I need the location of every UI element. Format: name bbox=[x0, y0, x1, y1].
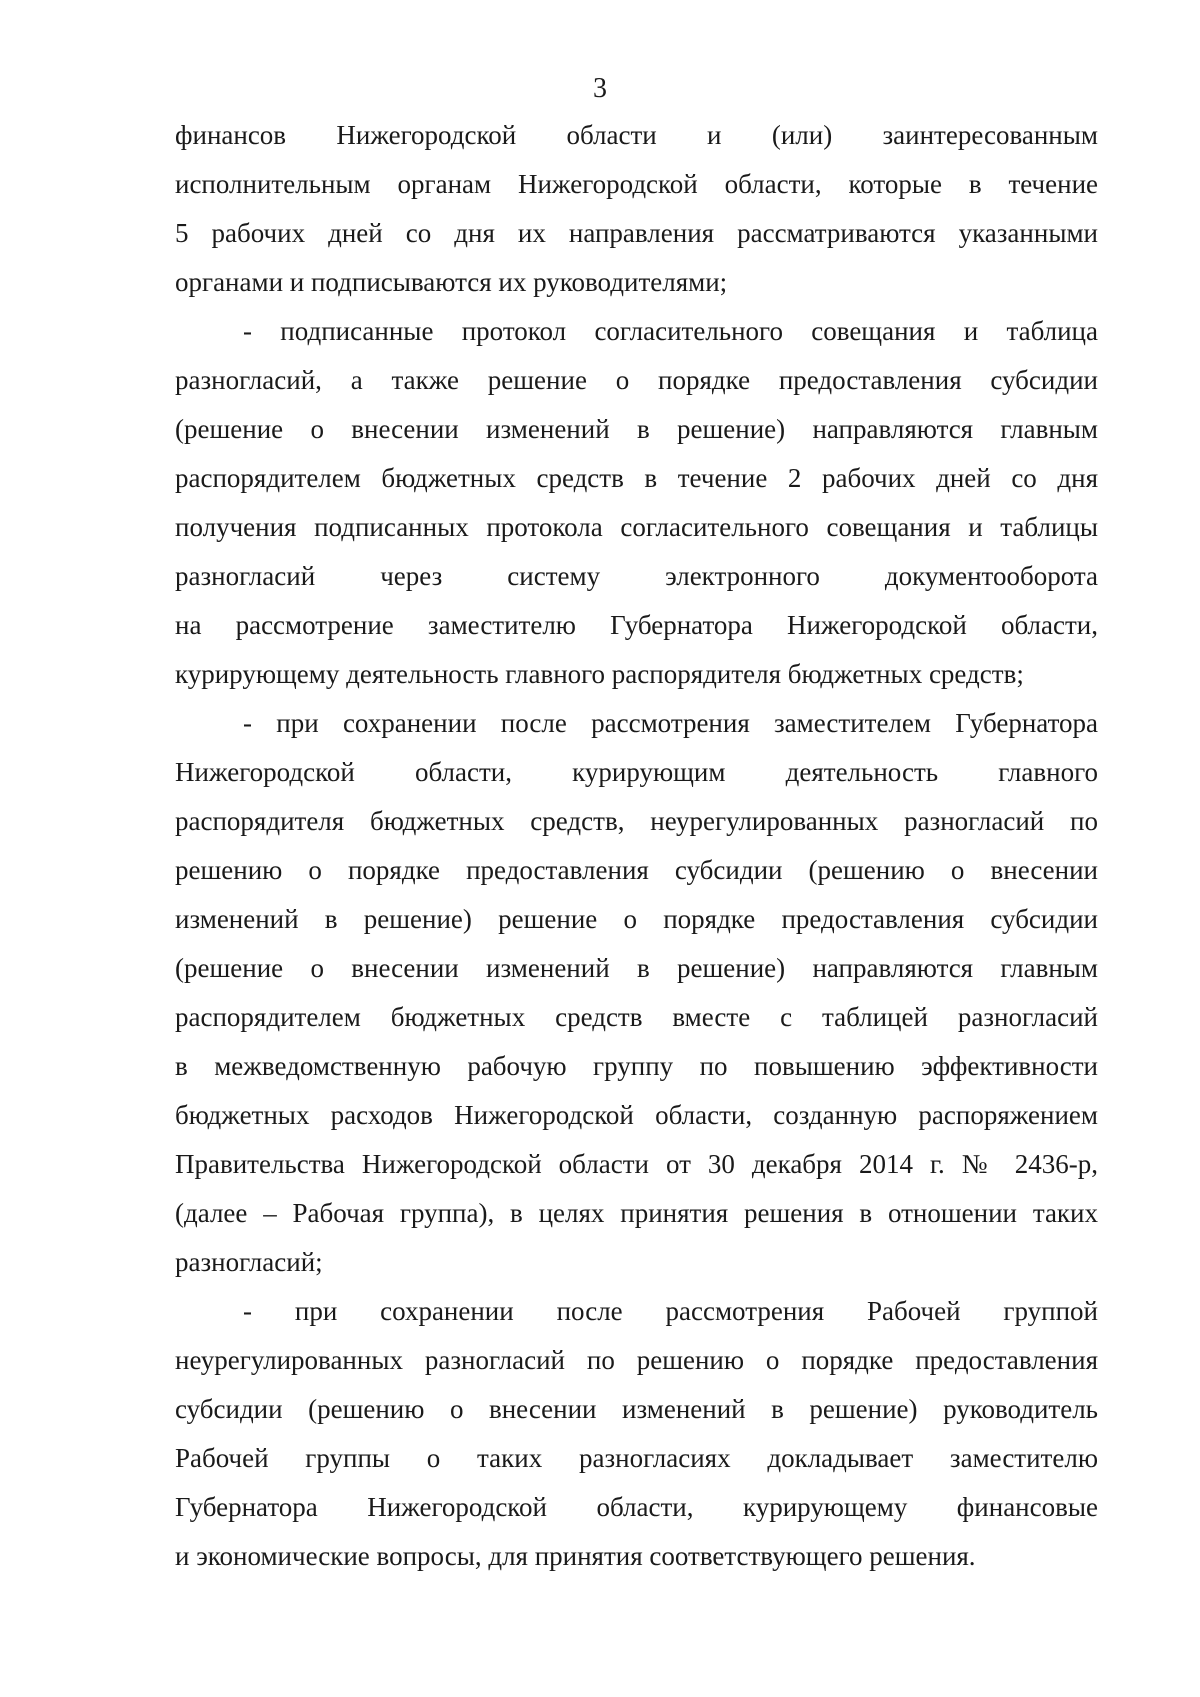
text-line: (решение о внесении изменений в решение) направляются главным bbox=[175, 953, 1098, 983]
text-line: 5 рабочих дней со дня их направления рассматриваются указанными bbox=[175, 218, 1098, 248]
text-line: разногласий, а также решение о порядке предоставления субсидии bbox=[175, 365, 1098, 395]
text-line: исполнительным органам Нижегородской области, которые в течение bbox=[175, 169, 1098, 199]
text-line: субсидии (решению о внесении изменений в решение) руководитель bbox=[175, 1394, 1098, 1424]
document-body bbox=[175, 111, 1098, 1581]
paragraph bbox=[175, 307, 1098, 699]
text-line: (далее – Рабочая группа), в целях принятия решения в отношении таких bbox=[175, 1198, 1098, 1228]
text-line: финансов Нижегородской области и (или) заинтересованным bbox=[175, 120, 1098, 150]
text-line: Рабочей группы о таких разногласиях докладывает заместителю bbox=[175, 1443, 1098, 1473]
text-line: Губернатора Нижегородской области, курирующему финансовые bbox=[175, 1492, 1098, 1522]
text-line: и экономические вопросы, для принятия соответствующего решения. bbox=[175, 1541, 976, 1571]
text-line: неурегулированных разногласий по решению о порядке предоставления bbox=[175, 1345, 1098, 1375]
text-line: Нижегородской области, курирующим деятельность главного bbox=[175, 757, 1098, 787]
text-line: разногласий через систему электронного документооборота bbox=[175, 561, 1098, 591]
text-line: органами и подписываются их руководителями; bbox=[175, 267, 728, 297]
text-line: решению о порядке предоставления субсидии (решению о внесении bbox=[175, 855, 1098, 885]
text-line: распорядителем бюджетных средств в течение 2 рабочих дней со дня bbox=[175, 463, 1098, 493]
text-line: - подписанные протокол согласительного совещания и таблица bbox=[243, 316, 1098, 346]
text-line: на рассмотрение заместителю Губернатора Нижегородской области, bbox=[175, 610, 1098, 640]
text-line: Правительства Нижегородской области от 30 декабря 2014 г. № 2436-р, bbox=[175, 1149, 1098, 1179]
text-line: получения подписанных протокола согласительного совещания и таблицы bbox=[175, 512, 1098, 542]
paragraph bbox=[175, 699, 1098, 1287]
text-line: распорядителем бюджетных средств вместе с таблицей разногласий bbox=[175, 1002, 1098, 1032]
paragraph bbox=[175, 111, 1098, 307]
paragraph bbox=[175, 1287, 1098, 1581]
text-line: бюджетных расходов Нижегородской области, созданную распоряжением bbox=[175, 1100, 1098, 1130]
text-line: (решение о внесении изменений в решение) направляются главным bbox=[175, 414, 1098, 444]
text-line: разногласий; bbox=[175, 1247, 323, 1277]
text-line: в межведомственную рабочую группу по повышению эффективности bbox=[175, 1051, 1098, 1081]
text-line: изменений в решение) решение о порядке предоставления субсидии bbox=[175, 904, 1098, 934]
text-line: - при сохранении после рассмотрения Рабочей группой bbox=[243, 1296, 1098, 1326]
text-line: курирующему деятельность главного распорядителя бюджетных средств; bbox=[175, 659, 1024, 689]
page-number: 3 bbox=[593, 73, 607, 104]
text-line: распорядителя бюджетных средств, неурегулированных разногласий по bbox=[175, 806, 1098, 836]
text-line: - при сохранении после рассмотрения заместителем Губернатора bbox=[243, 708, 1098, 738]
